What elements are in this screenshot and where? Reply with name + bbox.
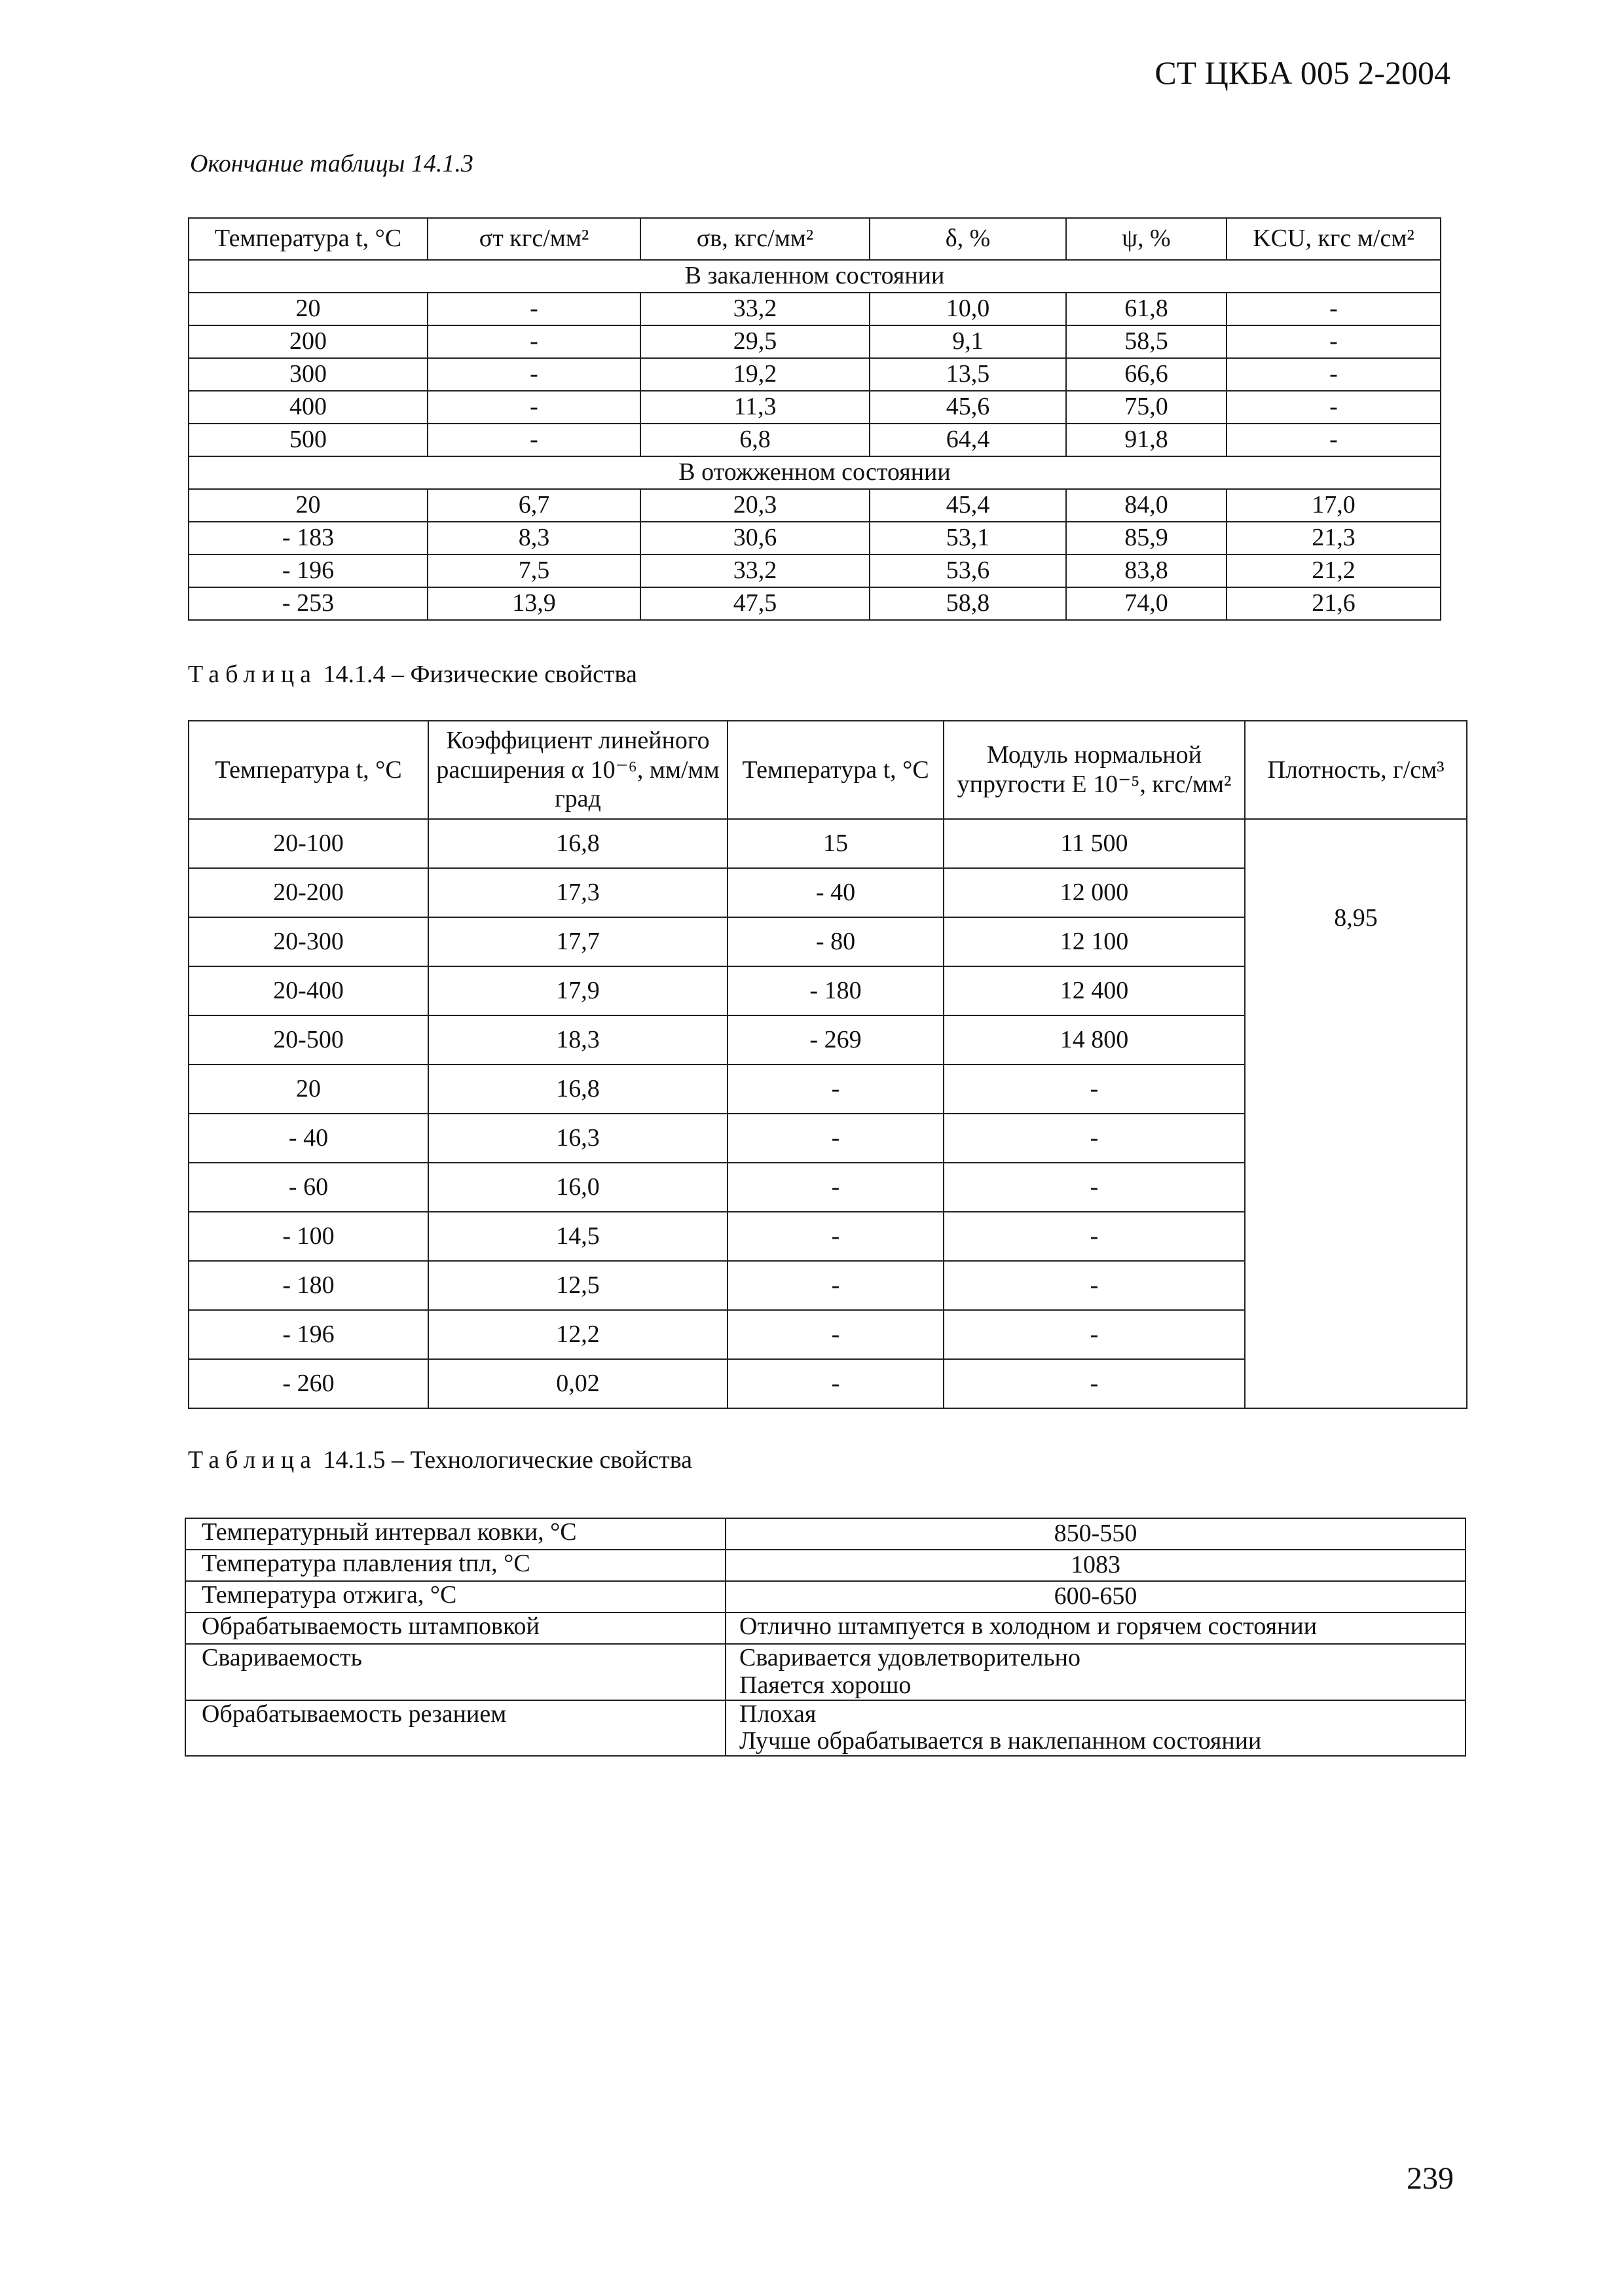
table-cell: - [428,391,640,424]
table-cell: - [1227,424,1441,456]
table-cell: 0,02 [428,1359,728,1408]
value-line: Лучше обрабатывается в наклепанном состоянии [739,1727,1262,1755]
table-cell: - 269 [728,1015,944,1065]
section-label: В отожженном состоянии [189,456,1441,489]
table-cell: 14,5 [428,1212,728,1261]
value-line: Плохая [739,1700,817,1728]
table-cell: - 196 [189,555,428,587]
table-cell: - 180 [728,966,944,1015]
table-cell: 17,7 [428,917,728,966]
table-cell: 12 100 [944,917,1245,966]
property-name: Температура отжига, °С [185,1581,726,1613]
table-cell: - [944,1163,1245,1212]
table-cell: 83,8 [1066,555,1227,587]
table-cell: - [728,1114,944,1163]
table-cell: 75,0 [1066,391,1227,424]
document-code: СТ ЦКБА 005 2-2004 [1154,54,1450,91]
table-cell: 33,2 [640,293,870,325]
table-cell: - 180 [189,1261,428,1310]
table-cell: - [944,1212,1245,1261]
table-cell: 66,6 [1066,358,1227,391]
table-row [189,555,1441,587]
table-cell: 16,8 [428,819,728,868]
table-cell: 53,1 [870,522,1066,555]
table-cell: 20-100 [189,819,428,868]
table-cell: 12,5 [428,1261,728,1310]
table-cell: - [428,424,640,456]
table-cell: 84,0 [1066,489,1227,522]
table-cell: - 40 [189,1114,428,1163]
table-row [185,1581,1466,1613]
table-row [185,1518,1466,1550]
col-header: δ, % [870,218,1066,260]
table-cell: 14 800 [944,1015,1245,1065]
table-cell: 6,8 [640,424,870,456]
value-line: Отлично штампуется в холодном и горячем состоянии [739,1613,1318,1640]
caption-rest: 14.1.4 – Физические свойства [323,661,637,688]
table-cell: 11 500 [944,819,1245,868]
value-line: 850-550 [1054,1520,1137,1548]
col-header: Модуль нормальной упругости Е 10⁻⁵, кгс/мм² [944,721,1245,819]
table-row [185,1613,1466,1644]
table-cell: 30,6 [640,522,870,555]
col-header: Коэффициент линейного расширения α 10⁻⁶, мм/мм град [428,721,728,819]
table-14-1-3 [188,217,1441,621]
table-cell: 53,6 [870,555,1066,587]
col-header: Температура t, °С [728,721,944,819]
table-cell: - 100 [189,1212,428,1261]
property-value [726,1581,1466,1613]
table-row [189,424,1441,456]
table-cell: 58,8 [870,587,1066,620]
table-row [189,522,1441,555]
table-cell: - [1227,391,1441,424]
table-cell: - [728,1359,944,1408]
table-cell: 74,0 [1066,587,1227,620]
table-cell: - [428,358,640,391]
table-cell: - [728,1065,944,1114]
table-cell: 13,9 [428,587,640,620]
col-header: KCU, кгс м/см² [1227,218,1441,260]
table-cell: 61,8 [1066,293,1227,325]
table-14-1-4 [188,720,1467,1409]
table-cell: 16,0 [428,1163,728,1212]
section-label: В закаленном состоянии [189,260,1441,293]
table-cell: 29,5 [640,325,870,358]
table-cell: 20-400 [189,966,428,1015]
table-cell: 13,5 [870,358,1066,391]
property-name: Температура плавления tпл, °С [185,1550,726,1581]
table-row [189,587,1441,620]
table-cell: 15 [728,819,944,868]
table-cell: 8,3 [428,522,640,555]
table-cell: - [428,293,640,325]
property-name: Свариваемость [185,1644,726,1700]
table-cell: - [944,1261,1245,1310]
table-14-1-3-caption: Окончание таблицы 14.1.3 [190,150,473,177]
table-cell: 11,3 [640,391,870,424]
table-cell: - [728,1310,944,1359]
table-cell: - [728,1261,944,1310]
table-cell: 21,3 [1227,522,1441,555]
table-cell: 200 [189,325,428,358]
table-cell: 45,4 [870,489,1066,522]
table-cell: - [1227,358,1441,391]
value-line: 1083 [1071,1551,1120,1579]
table-cell: 20 [189,1065,428,1114]
section-row [189,260,1441,293]
table-cell: 17,9 [428,966,728,1015]
table-cell: 19,2 [640,358,870,391]
table-row [189,489,1441,522]
table-cell: 47,5 [640,587,870,620]
value-line: Сваривается удовлетворительно [739,1644,1081,1671]
table-cell: - 260 [189,1359,428,1408]
table-cell: 10,0 [870,293,1066,325]
table-row [185,1550,1466,1581]
property-value [726,1644,1466,1700]
table-cell: - [428,325,640,358]
table-cell: 20-300 [189,917,428,966]
value-line: 600-650 [1054,1582,1137,1611]
section-row [189,456,1441,489]
property-value [726,1550,1466,1581]
table-cell: 6,7 [428,489,640,522]
table-row [189,293,1441,325]
property-value [726,1613,1466,1644]
col-header: σт кгс/мм² [428,218,640,260]
table-cell: 58,5 [1066,325,1227,358]
caption-prefix: Таблица [188,661,318,688]
table-cell: - 80 [728,917,944,966]
property-value [726,1700,1466,1757]
table-row [185,1644,1466,1700]
table-cell: 17,0 [1227,489,1441,522]
table-cell: 9,1 [870,325,1066,358]
page-number: 239 [1407,2161,1454,2196]
table-header-row [189,721,1467,819]
table-cell: 300 [189,358,428,391]
table-cell: - [1227,293,1441,325]
table-row [185,1700,1466,1757]
caption-rest: 14.1.5 – Технологические свойства [323,1446,692,1474]
table-cell: - 40 [728,868,944,917]
table-cell: 18,3 [428,1015,728,1065]
table-cell: 64,4 [870,424,1066,456]
table-cell: 20,3 [640,489,870,522]
table-cell: - [944,1359,1245,1408]
table-row [189,391,1441,424]
table-cell: - [728,1163,944,1212]
value-line: Паяется хорошо [739,1671,912,1699]
table-cell: - [944,1065,1245,1114]
table-cell: 12,2 [428,1310,728,1359]
col-header: σв, кгс/мм² [640,218,870,260]
col-header: ψ, % [1066,218,1227,260]
table-cell: - [944,1310,1245,1359]
table-cell: 12 000 [944,868,1245,917]
table-cell: - 183 [189,522,428,555]
property-name: Обрабатываемость резанием [185,1700,726,1757]
table-header-row [189,218,1441,260]
table-cell: - [728,1212,944,1261]
table-row [189,358,1441,391]
table-row [189,325,1441,358]
col-header: Температура t, °С [189,218,428,260]
table-cell: 16,3 [428,1114,728,1163]
property-name: Температурный интервал ковки, °С [185,1518,726,1550]
table-cell: 21,6 [1227,587,1441,620]
table-cell: 17,3 [428,868,728,917]
table-14-1-5 [185,1518,1466,1757]
table-cell: 20-500 [189,1015,428,1065]
table-cell: 500 [189,424,428,456]
table-cell: 33,2 [640,555,870,587]
table-cell: 7,5 [428,555,640,587]
table-14-1-5-caption [188,1446,692,1474]
density-value: 8,95 [1245,819,1467,1408]
col-header: Температура t, °С [189,721,428,819]
table-cell: 20 [189,489,428,522]
table-cell: - [944,1114,1245,1163]
table-cell: - [1227,325,1441,358]
table-cell: - 60 [189,1163,428,1212]
col-header: Плотность, г/см³ [1245,721,1467,819]
table-cell: 20 [189,293,428,325]
table-cell: 45,6 [870,391,1066,424]
property-name: Обрабатываемость штамповкой [185,1613,726,1644]
table-cell: 16,8 [428,1065,728,1114]
table-14-1-4-caption [188,660,637,689]
property-value [726,1518,1466,1550]
table-cell: 21,2 [1227,555,1441,587]
table-cell: 91,8 [1066,424,1227,456]
table-cell: 85,9 [1066,522,1227,555]
caption-prefix: Таблица [188,1446,318,1474]
table-cell: 12 400 [944,966,1245,1015]
table-cell: - 253 [189,587,428,620]
table-cell: 20-200 [189,868,428,917]
table-cell: - 196 [189,1310,428,1359]
table-row [189,819,1467,868]
table-cell: 400 [189,391,428,424]
